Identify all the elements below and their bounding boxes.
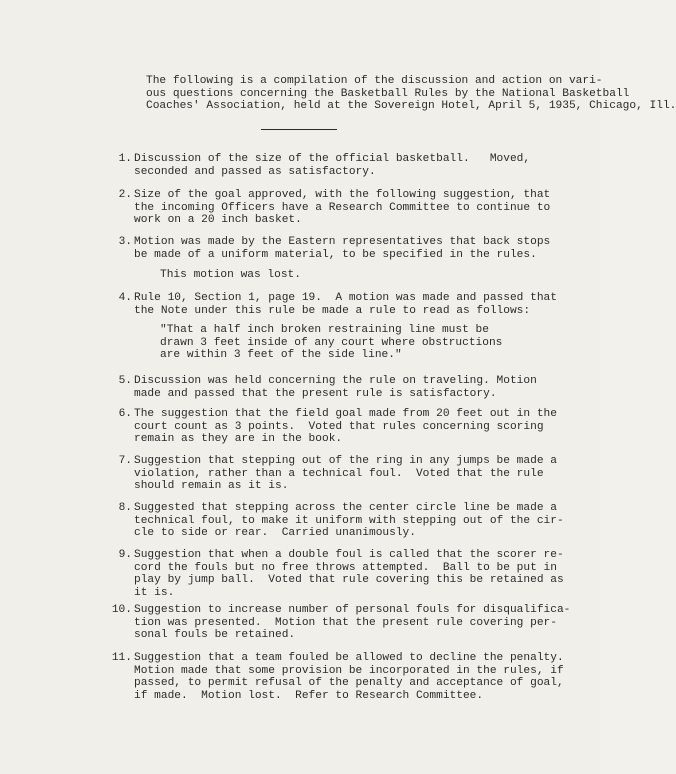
item-number: 11.: [111, 652, 132, 664]
item-number: 6.: [118, 408, 132, 420]
item-number: 7.: [118, 455, 132, 467]
item-text: [134, 455, 564, 493]
item-line: Suggestion that a team fouled be allowed to decline the penalty.: [134, 652, 564, 664]
item-line: seconded and passed as satisfactory.: [134, 165, 376, 178]
item-text: [134, 604, 571, 642]
item-text: [134, 652, 564, 702]
item-line: cord the fouls but no free throws attempted. Ball to be put in: [134, 561, 557, 574]
item-line: it is.: [134, 586, 175, 599]
item-line: should remain as it is.: [134, 480, 289, 493]
item-line: Rule 10, Section 1, page 19. A motion was made and passed that: [134, 292, 557, 304]
item-text: [134, 292, 564, 317]
item-line: court count as 3 points. Voted that rules concerning scoring: [134, 420, 544, 433]
item-line: Motion was made by the Eastern representatives that back stops: [134, 236, 551, 248]
intro-line: ous questions concerning the Basketball Rules by the National Basketball: [146, 87, 630, 100]
item-line: tion was presented. Motion that the present rule covering per-: [134, 616, 557, 629]
item-line: remain as they are in the book.: [134, 433, 343, 446]
item-text: [134, 549, 564, 599]
item-line: passed, to permit refusal of the penalty and acceptance of goal,: [134, 677, 564, 690]
item-text: [134, 236, 564, 261]
item-number: 8.: [118, 502, 132, 514]
item-line: be made of a uniform material, to be specified in the rules.: [134, 248, 537, 261]
item-line: cle to side or rear. Carried unanimously.: [134, 527, 416, 540]
quote-line: "That a half inch broken restraining line must be: [160, 324, 489, 336]
item-line: Discussion of the size of the official basketball. Moved,: [134, 153, 531, 165]
item-line: Suggestion that stepping out of the ring in any jumps be made a: [134, 455, 557, 467]
item-number: 3.: [118, 236, 132, 248]
item-line: violation, rather than a technical foul. Voted that the rule: [134, 467, 544, 480]
item-line: Size of the goal approved, with the following suggestion, that: [134, 189, 551, 201]
item-line: technical foul, to make it uniform with stepping out of the cir-: [134, 514, 564, 527]
item-line: Suggested that stepping across the center circle line be made a: [134, 502, 557, 514]
motion-lost-note: This motion was lost.: [160, 269, 301, 281]
item-text: [134, 502, 564, 540]
item-line: Suggestion that when a double foul is called that the scorer re-: [134, 549, 564, 561]
item-text: [134, 375, 564, 400]
item-line: sonal fouls be retained.: [134, 629, 296, 642]
quote-line: drawn 3 feet inside of any court where obstructions: [160, 336, 503, 349]
item-line: made and passed that the present rule is satisfactory.: [134, 387, 497, 400]
rule-quote: [160, 324, 502, 362]
item-line: play by jump ball. Voted that rule covering this be retained as: [134, 574, 564, 587]
item-number: 5.: [118, 375, 132, 387]
item-line: if made. Motion lost. Refer to Research Committee.: [134, 689, 484, 702]
separator-line: [261, 129, 337, 130]
item-line: The suggestion that the field goal made from 20 feet out in the: [134, 408, 557, 420]
item-line: the Note under this rule be made a rule to read as follows:: [134, 304, 531, 317]
intro-line: Coaches' Association, held at the Sovereign Hotel, April 5, 1935, Chicago, Ill.: [146, 100, 676, 113]
item-number: 2.: [118, 189, 132, 201]
quote-line: are within 3 feet of the side line.": [160, 349, 402, 362]
item-line: Motion made that some provision be incorporated in the rules, if: [134, 664, 564, 677]
item-number: 10.: [111, 604, 132, 616]
item-line: work on a 20 inch basket.: [134, 214, 302, 227]
item-line: Suggestion to increase number of personal fouls for disqualifica-: [134, 604, 571, 616]
item-text: [134, 153, 564, 178]
item-line: Discussion was held concerning the rule on traveling. Motion: [134, 375, 537, 387]
intro-paragraph: [146, 75, 676, 113]
intro-line: The following is a compilation of the discussion and action on vari-: [146, 75, 603, 87]
item-number: 1.: [118, 153, 132, 165]
item-text: [134, 408, 564, 446]
item-number: 9.: [118, 549, 132, 561]
item-line: the incoming Officers have a Research Committee to continue to: [134, 201, 551, 214]
item-number: 4.: [118, 292, 132, 304]
item-text: [134, 189, 564, 227]
